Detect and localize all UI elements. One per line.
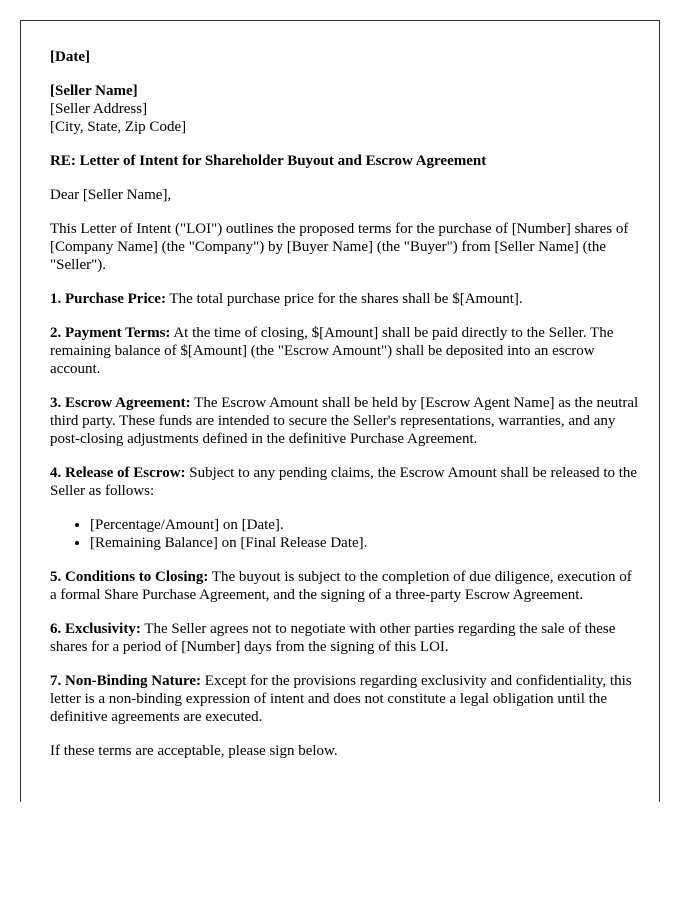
section-body: Except for the provisions regarding exclusivity and confidentiality, this letter is a non-binding expression of intent and does not constitute a legal obligation until the definitive agreements are executed. <box>50 673 632 725</box>
letter-intro: This Letter of Intent ("LOI") outlines the proposed terms for the purchase of [Number] shares of [Company Name] (the "Company") by [Buyer Name] (the "Buyer") from [Seller Name] (the "Seller"). <box>50 221 629 273</box>
section-heading: 4. Release of Escrow: <box>50 465 186 481</box>
list-item: • [Remaining Balance] on [Final Release Date]. <box>90 534 640 552</box>
section-body: The total purchase price for the shares shall be $[Amount]. <box>165 291 523 307</box>
section-exclusivity <box>50 620 640 656</box>
section-heading: 3. Escrow Agreement: <box>50 395 191 411</box>
recipient-name: [Seller Name] <box>50 83 138 99</box>
letter-page <box>20 20 660 802</box>
section-non-binding-nature <box>50 672 640 726</box>
section-heading: 1. Purchase Price: <box>50 291 166 307</box>
section-conditions-to-closing <box>50 568 640 604</box>
recipient-address-block <box>50 82 640 136</box>
recipient-address: [Seller Address] <box>50 101 148 117</box>
letter-subject: RE: Letter of Intent for Shareholder Buyout and Escrow Agreement <box>50 153 487 169</box>
escrow-release-schedule-list <box>50 516 640 552</box>
section-body: The Seller agrees not to negotiate with other parties regarding the sale of these shares for a period of [Number] days from the signing of this LOI. <box>50 621 616 655</box>
section-heading: 6. Exclusivity: <box>50 621 141 637</box>
section-heading: 7. Non-Binding Nature: <box>50 673 201 689</box>
section-body: At the time of closing, $[Amount] shall be paid directly to the Seller. The remaining balance of $[Amount] (the "Escrow Amount") shall be deposited into an escrow account. <box>50 325 614 377</box>
section-heading: 5. Conditions to Closing: <box>50 569 209 585</box>
letter-closing: If these terms are acceptable, please sign below. <box>50 743 338 759</box>
letter-content <box>50 48 640 776</box>
section-release-of-escrow <box>50 464 640 500</box>
section-heading: 2. Payment Terms: <box>50 325 171 341</box>
recipient-city-state-zip: [City, State, Zip Code] <box>50 119 187 135</box>
section-escrow-agreement <box>50 394 640 448</box>
section-body: Subject to any pending claims, the Escrow Amount shall be released to the Seller as follows: <box>50 465 638 499</box>
section-body: The buyout is subject to the completion of due diligence, execution of a formal Share Purchase Agreement, and the signing of a three-party Escrow Agreement. <box>50 569 632 603</box>
section-payment-terms <box>50 324 640 378</box>
letter-date: [Date] <box>50 49 90 65</box>
list-item: • [Percentage/Amount] on [Date]. <box>90 516 640 534</box>
section-body: The Escrow Amount shall be held by [Escrow Agent Name] as the neutral third party. These funds are intended to secure the Seller's representations, warranties, and any post-closing adjustments defined in the definitive Purchase Agreement. <box>50 395 639 447</box>
section-purchase-price <box>50 290 640 308</box>
letter-salutation: Dear [Seller Name], <box>50 187 172 203</box>
